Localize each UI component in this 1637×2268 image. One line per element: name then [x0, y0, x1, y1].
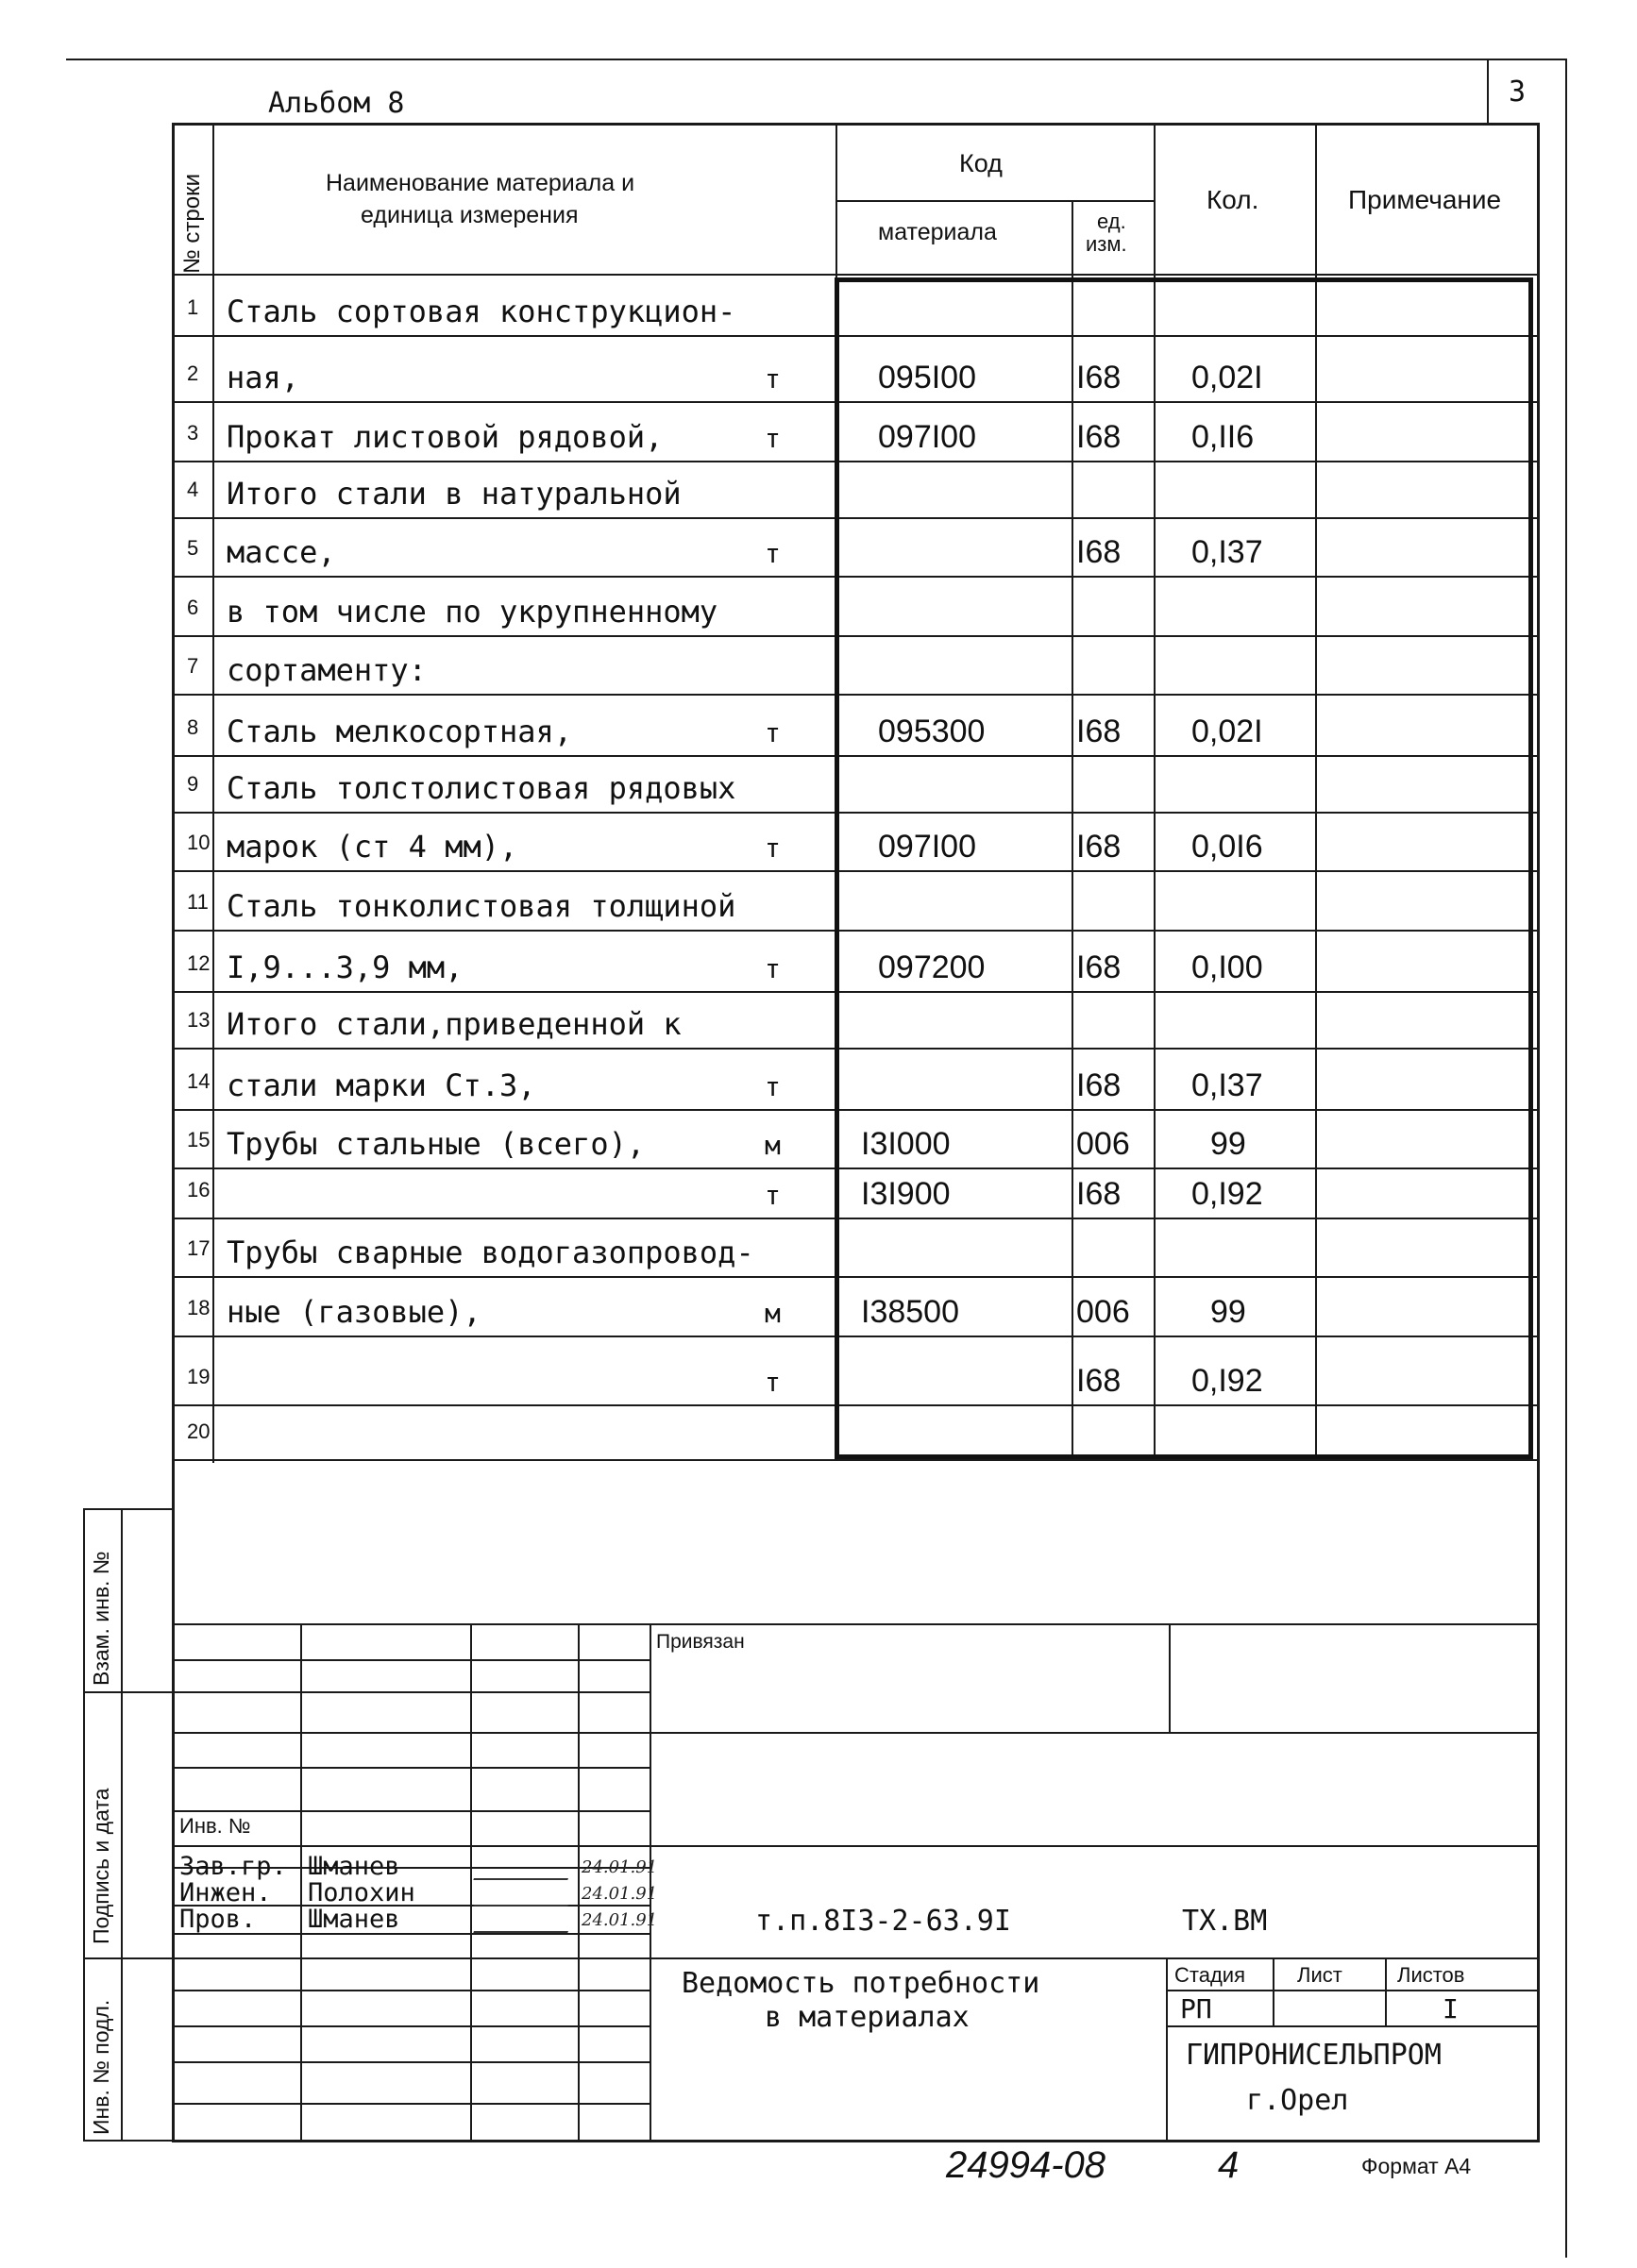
- unit-code: I68: [1076, 714, 1122, 749]
- unit-code: I68: [1076, 534, 1122, 570]
- stamp-row-line: [172, 1732, 650, 1734]
- row-number: 5: [187, 536, 199, 560]
- unit-label: т: [765, 832, 781, 864]
- person-name: Шманев: [308, 1905, 400, 1934]
- quantity: 0,I92: [1191, 1176, 1263, 1212]
- stamp-row-line: [172, 1691, 650, 1693]
- doc-title-2: в материалах: [765, 2001, 970, 2034]
- code-block-frame: [835, 277, 1533, 1459]
- quantity: 0,II6: [1191, 419, 1255, 455]
- doc-code: т.п.8I3-2-63.9I: [755, 1905, 1011, 1938]
- unit-label: т: [765, 1071, 781, 1102]
- side-strip-div: [121, 1508, 123, 2141]
- material-code: 097I00: [878, 419, 976, 455]
- material-name: массе,: [227, 534, 336, 570]
- header-code: Код: [959, 149, 1003, 177]
- album-title: Альбом 8: [268, 87, 405, 120]
- unit-label: т: [765, 953, 781, 984]
- person-role: Инжен.: [179, 1878, 272, 1907]
- sheet-label: Лист: [1297, 1963, 1342, 1987]
- pagenum-box-left: [1487, 59, 1489, 123]
- org-name: ГИПРОНИСЕЛЬПРОМ: [1186, 2039, 1442, 2072]
- stamp-row-line: [172, 1767, 650, 1769]
- material-name: ные (газовые),: [227, 1294, 481, 1330]
- unit-label: т: [765, 363, 781, 395]
- person-role: Зав.гр.: [179, 1852, 287, 1881]
- unit-code: I68: [1076, 1363, 1122, 1399]
- material-name: Сталь толстолистовая рядовых: [227, 770, 736, 806]
- side-strip-top: [83, 1508, 174, 1510]
- header-code-unit-2: изм.: [1086, 232, 1127, 256]
- row-number: 6: [187, 596, 199, 619]
- row-number: 19: [187, 1365, 211, 1388]
- material-name: Сталь сортовая конструкцион-: [227, 294, 736, 329]
- row-number: 1: [187, 295, 199, 319]
- code-split: [835, 200, 1154, 202]
- stage-label: Стадия: [1174, 1963, 1245, 1987]
- unit-code: I68: [1076, 360, 1122, 395]
- row-number: 3: [187, 421, 199, 445]
- unit-label: т: [765, 1180, 781, 1211]
- material-code: I38500: [861, 1294, 959, 1330]
- frame-left: [172, 123, 175, 2142]
- material-name: в том числе по укрупненному: [227, 594, 718, 630]
- privyazan-div: [1169, 1623, 1171, 1732]
- header-code-material: материала: [878, 219, 997, 245]
- frame-right: [1537, 123, 1540, 2142]
- quantity: 99: [1210, 1294, 1246, 1330]
- material-code: 095I00: [878, 360, 976, 395]
- row-number: 15: [187, 1128, 211, 1151]
- col-ed-right: [1154, 123, 1156, 274]
- material-code: 095300: [878, 714, 986, 749]
- row-line: [172, 1459, 1540, 1461]
- stamp-row-line: [172, 2103, 650, 2105]
- stamp-row-line: [172, 1957, 650, 1959]
- row-number: 14: [187, 1069, 211, 1093]
- row-number: 2: [187, 361, 199, 385]
- material-name: сортаменту:: [227, 652, 427, 688]
- quantity: 0,02I: [1191, 714, 1263, 749]
- signature: [473, 1882, 576, 1907]
- side-strip-sep1: [83, 1691, 174, 1693]
- side-strip-bottom: [83, 2140, 174, 2142]
- row-number: 17: [187, 1236, 211, 1260]
- material-name: Итого стали,приведенной к: [227, 1006, 682, 1042]
- row-number: 16: [187, 1178, 211, 1201]
- header-name-1: Наименование материала и: [326, 170, 635, 196]
- person-role: Пров.: [179, 1905, 257, 1934]
- stamp-left-div: [650, 1623, 651, 2141]
- material-code: I3I000: [861, 1126, 951, 1162]
- stage-values-bottom: [1166, 2025, 1540, 2027]
- format-label: Формат А4: [1361, 2154, 1472, 2178]
- col-name-right: [835, 123, 837, 274]
- material-name: Прокат листовой рядовой,: [227, 419, 664, 455]
- unit-label: т: [765, 538, 781, 569]
- inv-no-label: Инв. №: [179, 1814, 251, 1838]
- code-row-top: [650, 1845, 1540, 1847]
- unit-code: I68: [1076, 949, 1122, 985]
- stamp-row-line: [172, 1845, 650, 1847]
- signature: [473, 1856, 576, 1880]
- unit-code: 006: [1076, 1294, 1130, 1330]
- unit-label: т: [765, 423, 781, 454]
- material-name: Итого стали в натуральной: [227, 476, 682, 512]
- stage-box-left: [1166, 1957, 1168, 2141]
- material-name: ная,: [227, 360, 300, 395]
- stamp-row-line: [172, 1810, 650, 1812]
- row-number: 12: [187, 951, 211, 975]
- material-code: I3I900: [861, 1176, 951, 1212]
- material-name: Трубы сварные водогазопровод-: [227, 1235, 754, 1270]
- unit-code: 006: [1076, 1126, 1130, 1162]
- material-name: Сталь тонколистовая толщиной: [227, 888, 736, 924]
- frame-bottom: [172, 2140, 1540, 2142]
- signature: [473, 1908, 576, 1933]
- unit-code: I68: [1076, 1067, 1122, 1103]
- row-number: 18: [187, 1296, 211, 1319]
- quantity: 99: [1210, 1126, 1246, 1162]
- doc-title-1: Ведомость потребности: [682, 1967, 1040, 2000]
- row-number: 8: [187, 715, 199, 739]
- unit-label: т: [765, 1367, 781, 1398]
- header-code-unit-1: ед.: [1097, 210, 1126, 233]
- top-border: [66, 59, 1567, 60]
- stamp-row-line: [172, 1990, 650, 1991]
- stamp-row-line: [172, 2061, 650, 2063]
- doc-mark: ТХ.ВМ: [1182, 1905, 1268, 1938]
- sheets-label: Листов: [1397, 1963, 1465, 1987]
- quantity: 0,I92: [1191, 1363, 1263, 1399]
- row-number: 4: [187, 478, 199, 501]
- col-qty-right: [1315, 123, 1317, 274]
- side-label-inv: Инв. № подл.: [89, 1999, 113, 2135]
- code-row-bottom: [650, 1957, 1540, 1959]
- privyazan-bottom: [650, 1732, 1540, 1734]
- org-city: г.Орел: [1246, 2084, 1349, 2117]
- stamp-top: [172, 1623, 1540, 1625]
- stage-div1: [1273, 1957, 1274, 2027]
- quantity: 0,I37: [1191, 1067, 1263, 1103]
- material-code: 097200: [878, 949, 986, 985]
- header-row-no: № строки: [179, 173, 205, 274]
- quantity: 0,02I: [1191, 360, 1263, 395]
- row-number: 13: [187, 1008, 211, 1032]
- unit-code: I68: [1076, 1176, 1122, 1212]
- stamp-row-line: [172, 1659, 650, 1661]
- material-name: марок (ст 4 мм),: [227, 829, 518, 865]
- signature-date: 24.01.91: [582, 1884, 658, 1904]
- header-note: Примечание: [1348, 185, 1502, 214]
- right-border: [1565, 59, 1567, 2258]
- stage-div2: [1385, 1957, 1387, 2027]
- sheets-value: I: [1443, 1993, 1459, 2024]
- quantity: 0,0I6: [1191, 829, 1263, 865]
- stage-value: РП: [1180, 1993, 1212, 2024]
- row-number: 10: [187, 831, 211, 854]
- archive-number: 24994-08: [946, 2144, 1106, 2186]
- header-bottom: [172, 274, 1540, 276]
- unit-code: I68: [1076, 419, 1122, 455]
- unit-label: т: [765, 717, 781, 748]
- material-code: 097I00: [878, 829, 976, 865]
- quantity: 0,I37: [1191, 534, 1263, 570]
- side-label-podpis: Подпись и дата: [89, 1788, 113, 1944]
- person-name: Шманев: [308, 1852, 400, 1881]
- side-strip-sep2: [83, 1957, 174, 1959]
- row-number: 20: [187, 1420, 211, 1443]
- material-name: Трубы стальные (всего),: [227, 1126, 646, 1162]
- header-name-2: единица измерения: [361, 202, 579, 228]
- col-no-right: [212, 123, 214, 1463]
- unit-code: I68: [1076, 829, 1122, 865]
- material-name: I,9...3,9 мм,: [227, 949, 464, 985]
- signature-date: 24.01.91: [582, 1910, 658, 1930]
- header-qty: Кол.: [1207, 185, 1259, 214]
- material-name: стали марки Ст.3,: [227, 1067, 536, 1103]
- quantity: 0,I00: [1191, 949, 1263, 985]
- side-strip-left: [83, 1508, 85, 2141]
- stamp-row-line: [172, 2025, 650, 2027]
- row-number: 9: [187, 772, 199, 796]
- side-label-vzam: Взам. инв. №: [89, 1551, 113, 1686]
- unit-label: м: [765, 1298, 781, 1329]
- stage-header-bottom: [1166, 1990, 1540, 1991]
- footer-page: 4: [1218, 2144, 1240, 2186]
- person-name: Полохин: [308, 1878, 415, 1907]
- col-code-right: [1072, 200, 1073, 274]
- page-number: 3: [1509, 76, 1527, 109]
- signature-date: 24.01.91: [582, 1857, 658, 1877]
- unit-label: м: [765, 1130, 781, 1161]
- row-number: 7: [187, 654, 199, 678]
- frame-top: [172, 123, 1540, 126]
- row-number: 11: [187, 890, 209, 914]
- material-name: Сталь мелкосортная,: [227, 714, 573, 749]
- privyazan-label: Привязан: [656, 1631, 745, 1653]
